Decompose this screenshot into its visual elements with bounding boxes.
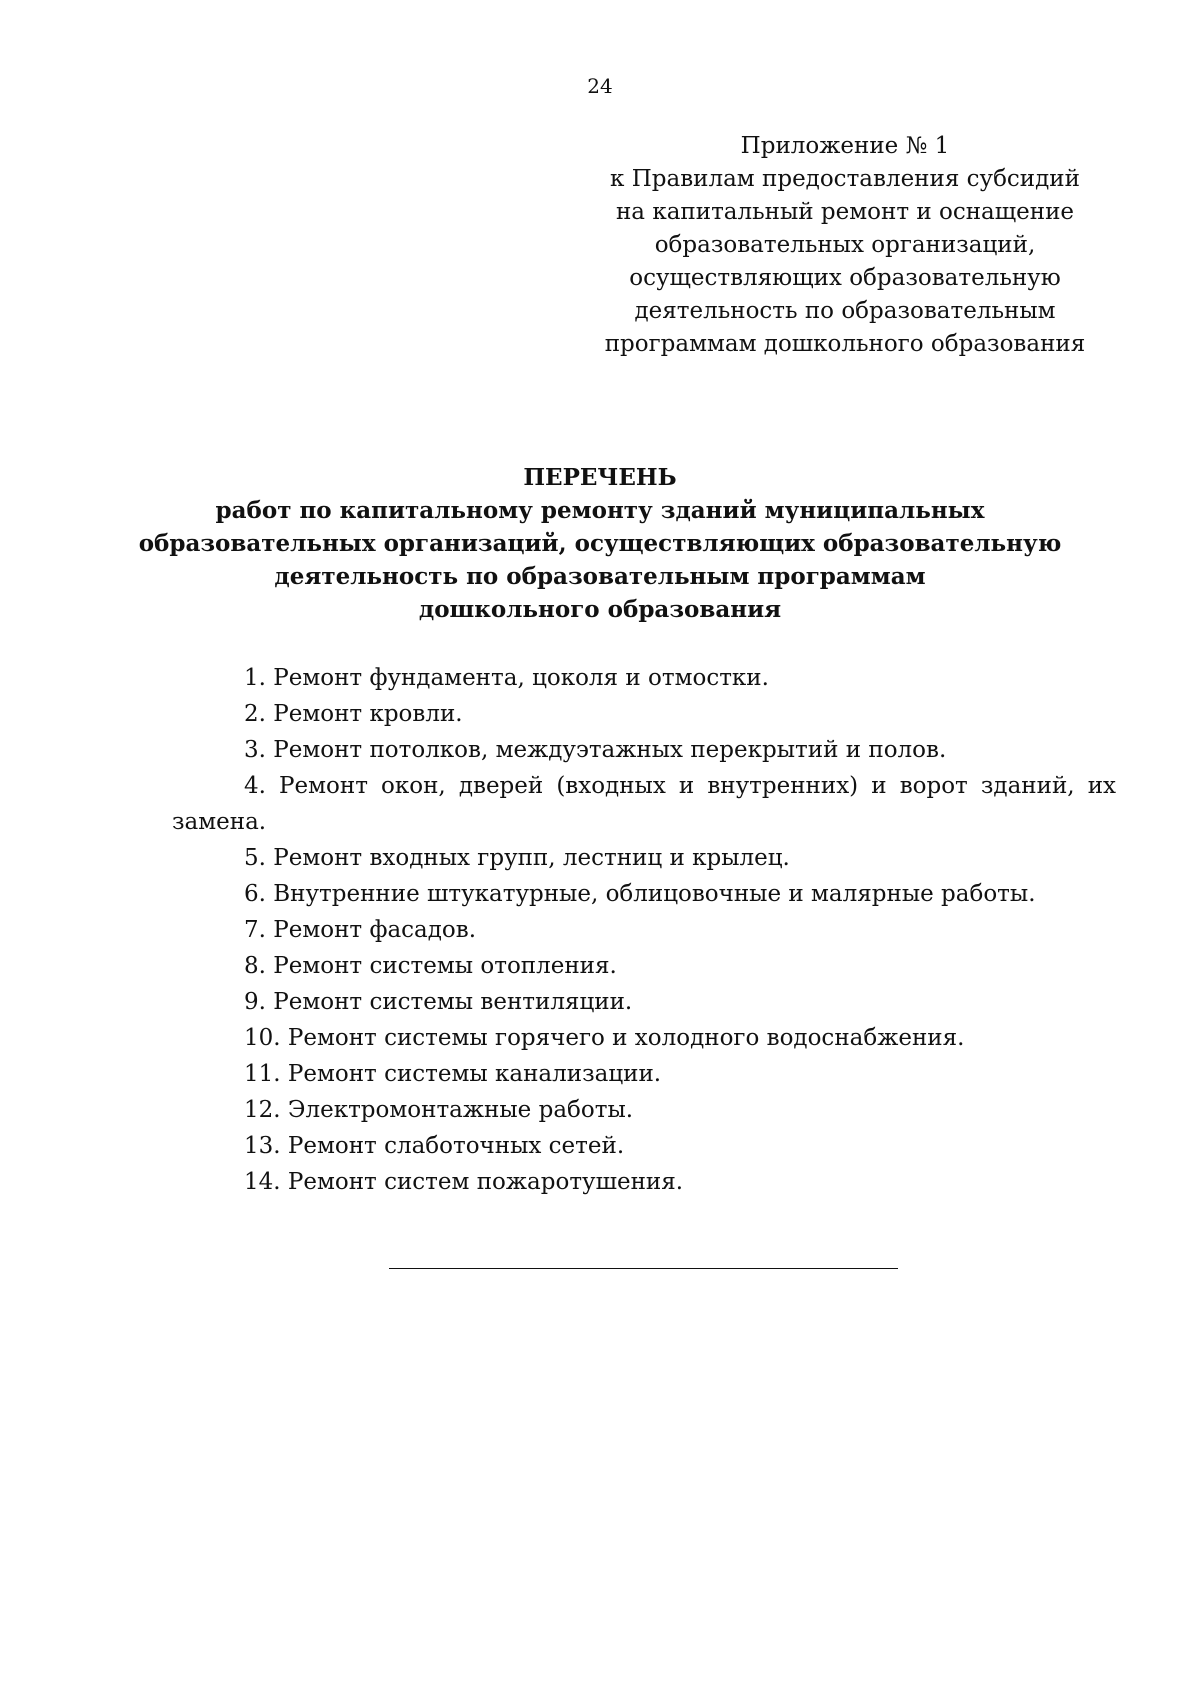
list-item: 1. Ремонт фундамента, цоколя и отмостки. [244,665,769,691]
list-item: 5. Ремонт входных групп, лестниц и крылец. [244,845,790,871]
list-item: 9. Ремонт системы вентиляции. [244,989,633,1015]
appendix-line: на капитальный ремонт и оснащение [615,199,1075,225]
list-item: 3. Ремонт потолков, междуэтажных перекрытий и полов. [244,737,947,763]
title-subtitle-line: работ по капитальному ремонту зданий муниципальных [215,497,985,524]
works-list [172,660,1116,1200]
list-item: 14. Ремонт систем пожаротушения. [244,1169,684,1195]
list-item: 12. Электромонтажные работы. [244,1097,634,1123]
appendix-line: осуществляющих образовательную [629,265,1061,291]
list-item: 7. Ремонт фасадов. [244,917,477,943]
list-item: 13. Ремонт слаботочных сетей. [244,1133,625,1159]
appendix-line: деятельность по образовательным [634,298,1056,324]
title-heading: ПЕРЕЧЕНЬ [523,464,677,491]
closing-divider [389,1268,898,1269]
page-number: 24 [587,74,613,98]
list-item: 2. Ремонт кровли. [244,701,463,727]
title-subtitle-line: деятельность по образовательным программам [274,563,926,590]
appendix-line: программам дошкольного образования [604,331,1086,357]
appendix-line: Приложение № 1 [740,133,950,159]
title-subtitle-line: дошкольного образования [418,596,782,623]
appendix-reference [600,130,1090,361]
list-item: 8. Ремонт системы отопления. [244,953,617,979]
title-subtitle-line: образовательных организаций, осуществляющих образовательную [138,530,1062,557]
list-item: 10. Ремонт системы горячего и холодного водоснабжения. [244,1025,965,1051]
appendix-line: к Правилам предоставления субсидий [610,166,1080,192]
appendix-line: образовательных организаций, [654,232,1036,258]
list-item: 11. Ремонт системы канализации. [244,1061,662,1087]
list-item: 4. Ремонт окон, дверей (входных и внутренних) и ворот зданий, их замена. [172,773,1116,835]
list-item: 6. Внутренние штукатурные, облицовочные и малярные работы. [244,881,1036,907]
document-title [0,461,1200,626]
